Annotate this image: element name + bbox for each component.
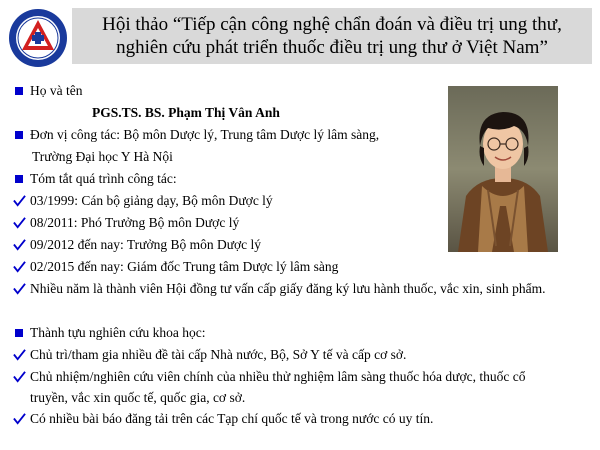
checkmark-icon [13, 370, 26, 383]
list-item-text: 03/1999: Cán bộ giảng dạy, Bộ môn Dược lý [30, 193, 273, 208]
list-item-text: 09/2012 đến nay: Trưởng Bộ môn Dược lý [30, 237, 262, 252]
list-item [30, 82, 82, 100]
list-item [30, 236, 261, 254]
list-item [30, 278, 558, 299]
list-item [30, 324, 205, 342]
list-item [30, 192, 273, 210]
list-item [30, 214, 239, 232]
checkmark-icon [13, 260, 26, 273]
checkmark-icon [13, 216, 26, 229]
checkmark-icon [13, 194, 26, 207]
list-item-text: 08/2011: Phó Trưởng Bộ môn Dược lý [30, 215, 240, 230]
list-item-text: 02/2015 đến nay: Giám đốc Trung tâm Dược lý lâm sàng [30, 259, 339, 274]
list-item-text: Trường Đại học Y Hà Nội [32, 149, 173, 164]
list-item-text: Có nhiều bài báo đăng tải trên các Tạp chí quốc tế và trong nước có uy tín. [30, 411, 434, 426]
list-item-text: Chủ nhiệm/nghiên cứu viên chính của nhiều thử nghiệm lâm sàng thuốc hóa dược, thuốc cổ truyền, vắc xin quốc tế, quốc gia, cơ sở. [30, 369, 526, 405]
square-bullet-icon [15, 131, 23, 139]
list-item-text: Thành tựu nghiên cứu khoa học: [30, 325, 206, 340]
list-item-text: Chủ trì/tham gia nhiều đề tài cấp Nhà nước, Bộ, Sở Y tế và cấp cơ sở. [30, 347, 407, 362]
list-item [30, 346, 406, 364]
list-item [30, 410, 433, 428]
checkmark-icon [13, 282, 26, 295]
checkmark-icon [13, 412, 26, 425]
checkmark-icon [13, 348, 26, 361]
list-item [30, 170, 177, 188]
list-item-text: Họ và tên [30, 83, 83, 98]
checkmark-icon [13, 238, 26, 251]
person-name [92, 104, 280, 122]
list-item [30, 366, 558, 408]
list-item-continuation [32, 148, 173, 166]
slide-title [72, 8, 592, 64]
slide-title-line-1: Hội thảo “Tiếp cận công nghệ chẩn đoán và điều trị ung thư, [102, 14, 562, 35]
square-bullet-icon [15, 329, 23, 337]
list-item [30, 258, 338, 276]
slide-title-line-2: nghiên cứu phát triển thuốc điều trị ung thư ở Việt Nam” [116, 37, 548, 58]
list-item [30, 126, 379, 144]
square-bullet-icon [15, 87, 23, 95]
square-bullet-icon [15, 175, 23, 183]
list-item-text: Đơn vị công tác: Bộ môn Dược lý, Trung tâm Dược lý lâm sàng, [30, 127, 380, 142]
list-item-text: Tóm tắt quá trình công tác: [30, 171, 177, 186]
pharmacy-association-logo-icon [8, 8, 68, 68]
portrait-photo [448, 86, 558, 252]
list-item-text: Nhiều năm là thành viên Hội đồng tư vấn cấp giấy đăng ký lưu hành thuốc, vắc xin, sinh phẩm. [30, 281, 546, 296]
list-item-text: PGS.TS. BS. Phạm Thị Vân Anh [92, 105, 280, 120]
